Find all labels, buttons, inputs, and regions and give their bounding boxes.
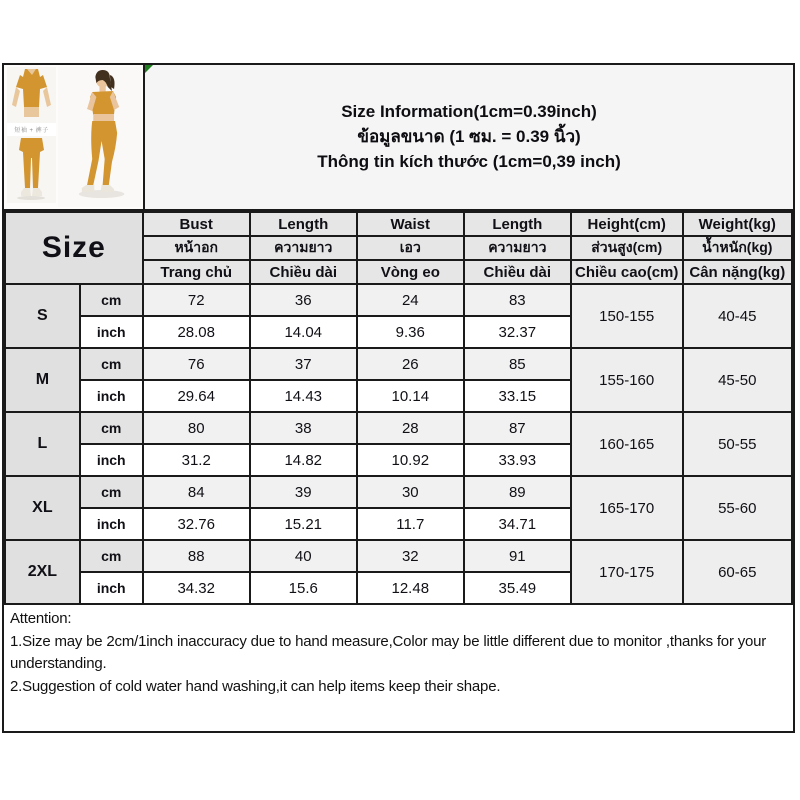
title-english: Size Information(1cm=0.39inch): [341, 102, 597, 121]
col-header-weight-th: น้ำหนัก(kg): [683, 236, 792, 260]
cell-s-cm-length: 36: [250, 284, 357, 316]
cell-l-cm-bust: 80: [143, 412, 250, 444]
col-header-height-en: Height(cm): [571, 212, 683, 236]
cell-m-cm-bust: 76: [143, 348, 250, 380]
table-row: [5, 540, 792, 572]
col-header-height-th: ส่วนสูง(cm): [571, 236, 683, 260]
cell-l-inch-length: 14.82: [250, 444, 357, 476]
attention-heading: Attention:: [10, 610, 72, 627]
cell-s-cm-length2: 83: [464, 284, 571, 316]
col-header-bust-en: Bust: [143, 212, 250, 236]
unit-label-inch: inch: [80, 444, 143, 476]
cell-2xl-inch-bust: 34.32: [143, 572, 250, 604]
cell-xl-weight: 55-60: [683, 476, 792, 540]
table-row: [5, 284, 792, 316]
crop-top-photo: [7, 67, 56, 123]
cell-m-height: 155-160: [571, 348, 683, 412]
title-vietnamese: Thông tin kích thước (1cm=0,39 inch): [317, 152, 621, 171]
cell-l-cm-length2: 87: [464, 412, 571, 444]
unit-label-inch: inch: [80, 508, 143, 540]
cell-l-cm-length: 38: [250, 412, 357, 444]
header-row-english: [5, 212, 792, 236]
cell-m-cm-waist: 26: [357, 348, 464, 380]
cell-xl-cm-length2: 89: [464, 476, 571, 508]
cell-xl-cm-length: 39: [250, 476, 357, 508]
unit-label-inch: inch: [80, 572, 143, 604]
col-header-length-en: Length: [250, 212, 357, 236]
cell-s-inch-waist: 9.36: [357, 316, 464, 348]
col-header-weight-vi: Cân nặng(kg): [683, 260, 792, 284]
size-label-2xl: 2XL: [5, 540, 80, 604]
cell-s-cm-waist: 24: [357, 284, 464, 316]
cell-2xl-cm-waist: 32: [357, 540, 464, 572]
product-image-combo: [4, 65, 57, 209]
attention-section: [4, 605, 793, 731]
cell-xl-cm-waist: 30: [357, 476, 464, 508]
cell-s-inch-bust: 28.08: [143, 316, 250, 348]
cell-2xl-inch-waist: 12.48: [357, 572, 464, 604]
unit-label-cm: cm: [80, 348, 143, 380]
cell-m-inch-length: 14.43: [250, 380, 357, 412]
cell-m-cm-length2: 85: [464, 348, 571, 380]
cell-l-inch-waist: 10.92: [357, 444, 464, 476]
cell-xl-cm-bust: 84: [143, 476, 250, 508]
unit-label-inch: inch: [80, 316, 143, 348]
unit-label-cm: cm: [80, 476, 143, 508]
corner-marker-icon: [145, 65, 153, 73]
cell-l-cm-waist: 28: [357, 412, 464, 444]
size-chart-sheet: [2, 63, 795, 733]
table-row: [5, 348, 792, 380]
cell-s-inch-length2: 32.37: [464, 316, 571, 348]
cell-2xl-height: 170-175: [571, 540, 683, 604]
cell-2xl-cm-length2: 91: [464, 540, 571, 572]
col-header-length2-vi: Chiều dài: [464, 260, 571, 284]
cell-2xl-inch-length2: 35.49: [464, 572, 571, 604]
cell-m-inch-length2: 33.15: [464, 380, 571, 412]
col-header-length2-en: Length: [464, 212, 571, 236]
attention-note-2: 2.Suggestion of cold water hand washing,it can help items keep their shape.: [10, 677, 501, 695]
size-table: [4, 211, 793, 605]
table-row: [5, 412, 792, 444]
title-panel: [145, 65, 793, 209]
table-row: [5, 476, 792, 508]
top-section: [4, 65, 793, 211]
cell-s-weight: 40-45: [683, 284, 792, 348]
col-header-bust-vi: Trang chủ: [143, 260, 250, 284]
col-header-weight-en: Weight(kg): [683, 212, 792, 236]
col-header-length-vi: Chiều dài: [250, 260, 357, 284]
attention-note-1: 1.Size may be 2cm/1inch inaccuracy due to hand measure,Color may be little different due to monitor ,thanks for your understanding.: [10, 632, 767, 672]
cell-xl-inch-waist: 11.7: [357, 508, 464, 540]
title-thai: ข้อมูลขนาด (1 ซม. = 0.39 นิ้ว): [357, 127, 581, 146]
cell-2xl-inch-length: 15.6: [250, 572, 357, 604]
cell-s-height: 150-155: [571, 284, 683, 348]
size-label-l: L: [5, 412, 80, 476]
cell-2xl-cm-bust: 88: [143, 540, 250, 572]
cell-m-inch-waist: 10.14: [357, 380, 464, 412]
col-header-length-th: ความยาว: [250, 236, 357, 260]
col-header-bust-th: หน้าอก: [143, 236, 250, 260]
unit-label-cm: cm: [80, 412, 143, 444]
cell-xl-inch-length: 15.21: [250, 508, 357, 540]
cell-2xl-weight: 60-65: [683, 540, 792, 604]
size-label-m: M: [5, 348, 80, 412]
cell-2xl-cm-length: 40: [250, 540, 357, 572]
leggings-photo: [7, 136, 56, 203]
size-label-s: S: [5, 284, 80, 348]
cell-l-inch-length2: 33.93: [464, 444, 571, 476]
model-photo: [58, 67, 141, 207]
cell-s-cm-bust: 72: [143, 284, 250, 316]
cell-xl-inch-length2: 34.71: [464, 508, 571, 540]
col-header-length2-th: ความยาว: [464, 236, 571, 260]
cell-l-inch-bust: 31.2: [143, 444, 250, 476]
cell-m-cm-length: 37: [250, 348, 357, 380]
cell-l-weight: 50-55: [683, 412, 792, 476]
unit-label-cm: cm: [80, 284, 143, 316]
col-header-waist-en: Waist: [357, 212, 464, 236]
unit-label-inch: inch: [80, 380, 143, 412]
cell-xl-inch-bust: 32.76: [143, 508, 250, 540]
cell-m-weight: 45-50: [683, 348, 792, 412]
product-photos: [4, 65, 145, 209]
size-label-xl: XL: [5, 476, 80, 540]
product-caption: 短袖 + 裤子: [7, 123, 56, 136]
size-header-cell: Size: [5, 212, 143, 284]
col-header-height-vi: Chiều cao(cm): [571, 260, 683, 284]
cell-l-height: 160-165: [571, 412, 683, 476]
cell-s-inch-length: 14.04: [250, 316, 357, 348]
cell-xl-height: 165-170: [571, 476, 683, 540]
col-header-waist-vi: Vòng eo: [357, 260, 464, 284]
col-header-waist-th: เอว: [357, 236, 464, 260]
unit-label-cm: cm: [80, 540, 143, 572]
cell-m-inch-bust: 29.64: [143, 380, 250, 412]
